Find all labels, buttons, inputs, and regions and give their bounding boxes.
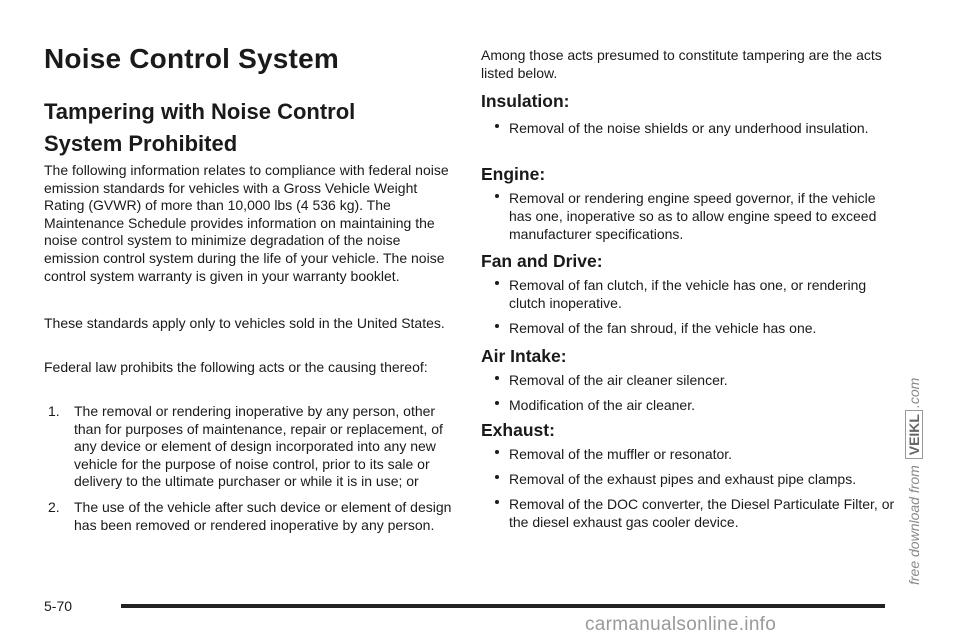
list-item [481, 119, 901, 137]
section-heading-exhaust: Exhaust: [481, 420, 555, 440]
air-intake-list [481, 371, 901, 421]
section-heading-insulation: Insulation: [481, 91, 570, 111]
list-item-text: Removal of the exhaust pipes and exhaust pipe clamps. [509, 471, 857, 487]
list-item-text: Removal of the fan shroud, if the vehicle has one. [509, 320, 817, 336]
section-heading-fan-and-drive: Fan and Drive: [481, 251, 603, 271]
section-heading-air-intake: Air Intake: [481, 346, 567, 366]
list-item-number: 1. [48, 403, 60, 419]
intro-paragraph: The following information relates to compliance with federal noise emission standards for vehicles with a Gross Vehicle Weight Rating (GVWR) of more than 10,000 lbs (4 536 kg). The Maintenance Schedule provides information on maintaining the noise control system to minimize degradation of the noise emission control system during the life of your vehicle. The noise control system warranty is given in your warranty booklet. [44, 162, 449, 284]
list-item [481, 189, 901, 243]
footer-url[interactable]: carmanualsonline.info [585, 614, 777, 635]
page-title: Noise Control System [44, 43, 339, 74]
bullet-icon [495, 475, 499, 479]
watermark-suffix: .com [906, 377, 922, 409]
bullet-icon [495, 124, 499, 128]
fan-and-drive-list [481, 276, 901, 344]
side-watermark [906, 378, 922, 585]
list-item-text: The removal or rendering inoperative by any person, other than for purposes of maintenance, repair or replacement, of any device or element of design incorporated into any new vehicle for the purpose of noise control, prior to its sale or delivery to the ultimate purchaser or while it is in use; or [74, 403, 443, 490]
list-item-text: Removal of fan clutch, if the vehicle has one, or rendering clutch inoperative. [509, 277, 867, 311]
list-item [481, 319, 901, 337]
list-item-number: 2. [48, 498, 60, 515]
page-number: 5-70 [44, 598, 73, 614]
section-heading-engine: Engine: [481, 164, 546, 184]
footer-divider [121, 604, 885, 608]
tampering-intro: Among those acts presumed to constitute tampering are the acts listed below. [481, 47, 882, 81]
list-item [481, 276, 901, 312]
prohibited-acts-list [44, 403, 454, 542]
list-item-text: Removal of the noise shields or any underhood insulation. [509, 120, 869, 136]
watermark-prefix: free download from [906, 465, 922, 585]
list-item-text: Removal of the muffler or resonator. [509, 446, 733, 462]
list-item-text: Removal or rendering engine speed governor, if the vehicle has one, inoperative so as to allow engine speed to exceed manufacturer specifications. [509, 190, 877, 242]
subtitle-line-1: Tampering with Noise Control [44, 99, 356, 124]
list-item-text: Removal of the DOC converter, the Diesel Particulate Filter, or the diesel exhaust gas cooler device. [509, 496, 895, 530]
list-item-text: The use of the vehicle after such device or element of design has been removed or rendered inoperative by any person. [74, 498, 452, 533]
bullet-icon [495, 500, 499, 504]
subtitle-line-2: System Prohibited [44, 131, 238, 156]
list-item-text: Modification of the air cleaner. [509, 397, 695, 413]
bullet-icon [495, 401, 499, 405]
list-item [481, 445, 901, 463]
insulation-list [481, 119, 901, 144]
list-item [481, 470, 901, 488]
bullet-icon [495, 376, 499, 380]
engine-list [481, 189, 901, 250]
section-subtitle [44, 96, 444, 160]
watermark-brand-logo: VEIKL [905, 410, 923, 459]
bullet-icon [495, 281, 499, 285]
bullet-icon [495, 450, 499, 454]
list-item [44, 499, 454, 534]
list-item [44, 403, 454, 491]
list-item [481, 396, 901, 414]
bullet-icon [495, 194, 499, 198]
list-item-text: Removal of the air cleaner silencer. [509, 372, 728, 388]
federal-law-paragraph: Federal law prohibits the following acts or the causing thereof: [44, 359, 428, 375]
bullet-icon [495, 324, 499, 328]
standards-paragraph: These standards apply only to vehicles sold in the United States. [44, 315, 445, 331]
list-item [481, 371, 901, 389]
list-item [481, 495, 901, 531]
exhaust-list [481, 445, 901, 538]
